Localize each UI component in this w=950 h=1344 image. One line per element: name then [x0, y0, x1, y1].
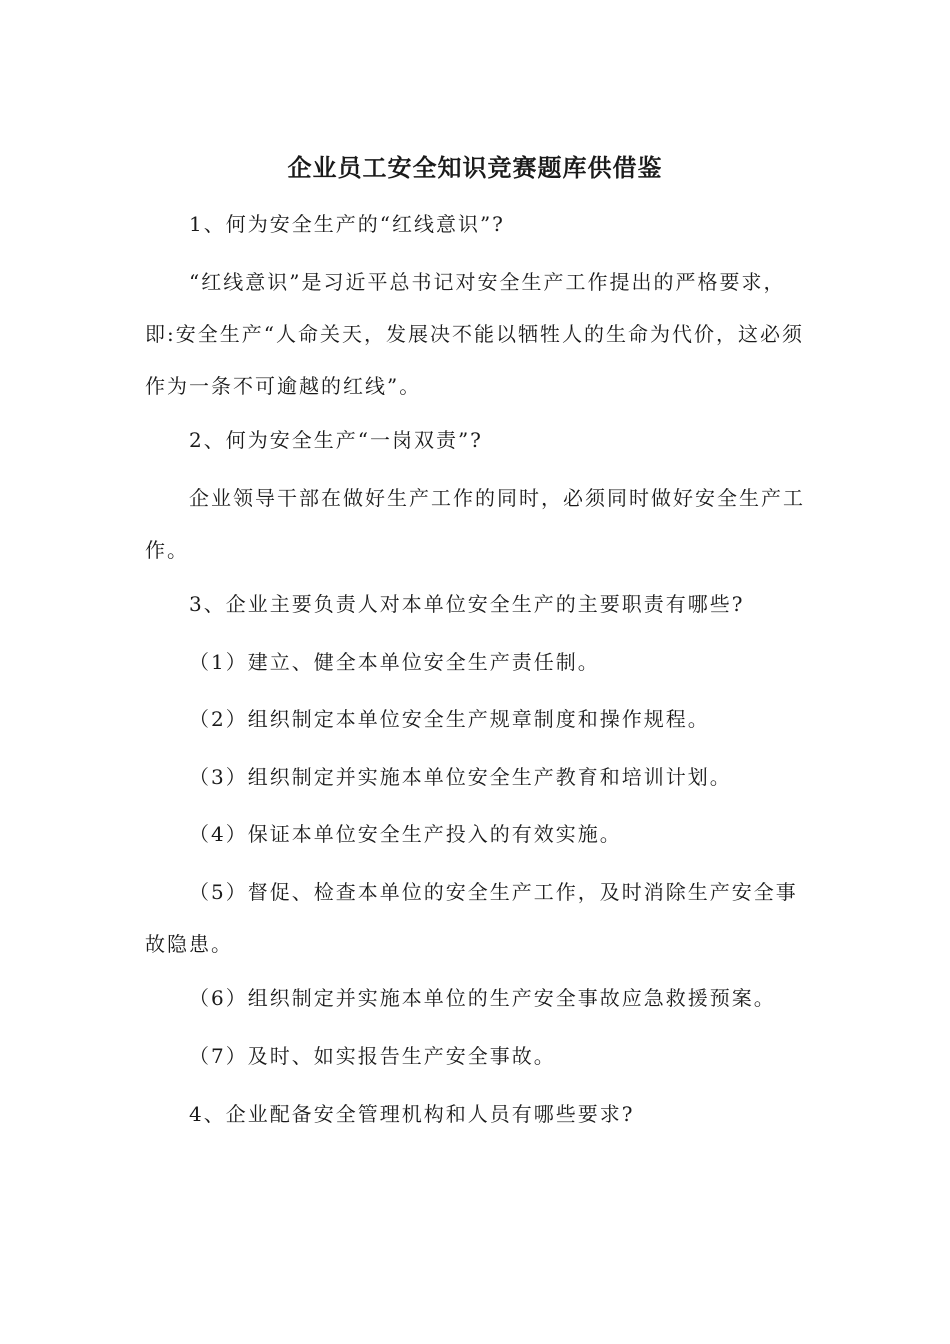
answer-3-item-1: （1）建立、健全本单位安全生产责任制。 [189, 650, 600, 674]
answer-3-item-5: （5）督促、检查本单位的安全生产工作，及时消除生产安全事故隐患。 [145, 880, 798, 956]
answer-1: “红线意识”是习近平总书记对安全生产工作提出的严格要求，即:安全生产“人命关天，发展决不能以牺牲人的生命为代价，这必须作为一条不可逾越的红线”。 [145, 270, 804, 398]
answer-3-item-2: （2）组织制定本单位安全生产规章制度和操作规程。 [189, 707, 710, 731]
question-1: 1、何为安全生产的“红线意识”? [189, 212, 505, 236]
document-title: 企业员工安全知识竞赛题库供借鉴 [287, 153, 663, 182]
answer-3-item-6: （6）组织制定并实施本单位的生产安全事故应急救援预案。 [189, 986, 776, 1010]
answer-3-item-7: （7）及时、如实报告生产安全事故。 [189, 1044, 556, 1068]
question-4: 4、企业配备安全管理机构和人员有哪些要求? [189, 1102, 635, 1126]
answer-3-item-3: （3）组织制定并实施本单位安全生产教育和培训计划。 [189, 765, 732, 789]
answer-2: 企业领导干部在做好生产工作的同时，必须同时做好安全生产工作。 [145, 486, 805, 562]
answer-3-item-4: （4）保证本单位安全生产投入的有效实施。 [189, 822, 622, 846]
question-2: 2、何为安全生产“一岗双责”? [189, 428, 483, 452]
question-3: 3、企业主要负责人对本单位安全生产的主要职责有哪些? [189, 592, 745, 616]
